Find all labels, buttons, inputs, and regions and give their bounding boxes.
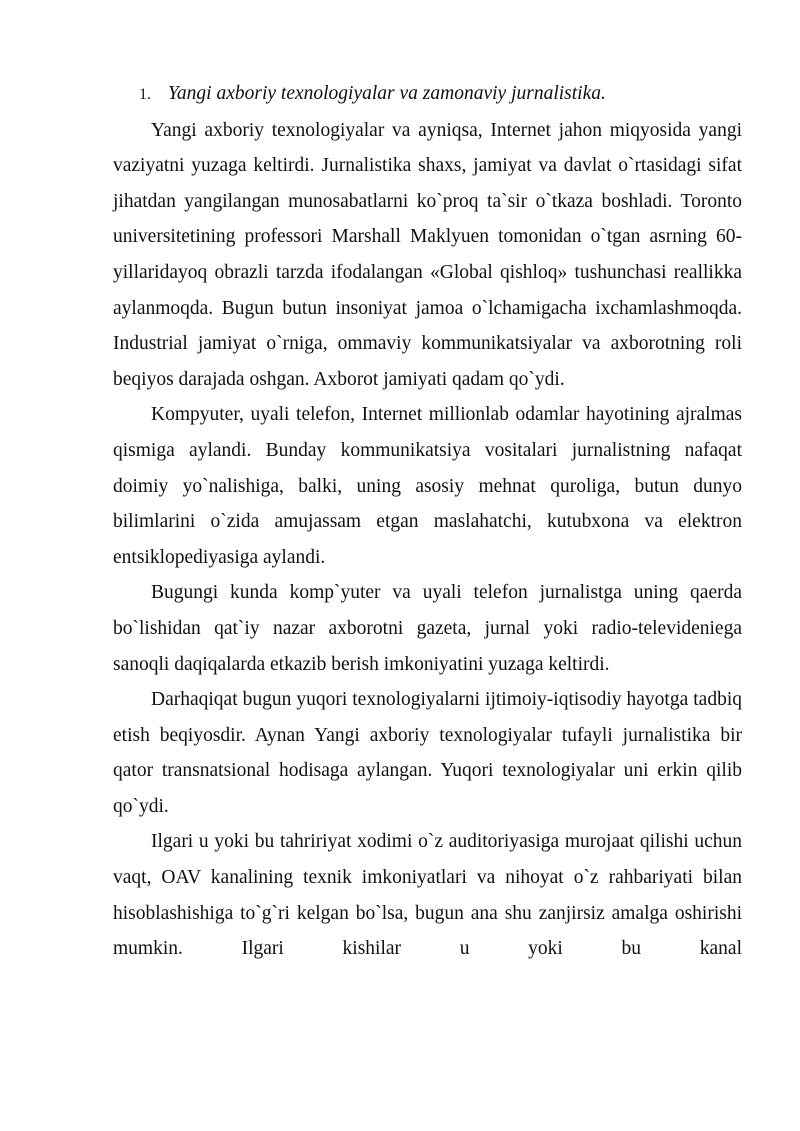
section-number: 1. <box>139 86 151 103</box>
section-title: Yangi axboriy texnologiyalar va zamonaviy jurnalistika. <box>167 83 606 104</box>
paragraph-5: Ilgari u yoki bu tahririyat xodimi o`z auditoriyasiga murojaat qilishi uchun vaqt, OAV kanalining texnik imkoniyatlari va nihoyat o`z rahbariyati bilan hisoblashishiga to`g`ri kelgan bo`lsa, bugun ana shu zanjirsiz amalga oshirishi mumkin. Ilgari kishilar u yoki bu kanal <box>113 831 742 960</box>
paragraph-1: Yangi axboriy texnologiyalar va ayniqsa, Internet jahon miqyosida yangi vaziyatni yuzaga keltirdi. Jurnalistika shaxs, jamiyat va davlat o`rtasidagi sifat jihatdan yangilangan munosabatlarni ko`proq ta`sir o`tkaza boshladi. Toronto universitetining professori Marshall Maklyuen tomonidan o`tgan asrning 60-yillaridayoq obrazli tarzda ifodalangan «Global qishloq» tushunchasi reallikka aylanmoqda. Bugun butun insoniyat jamoa o`lchamigacha ixchamlashmoqda. Industrial jamiyat o`rniga, ommaviy kommunikatsiyalar va axborotning roli beqiyos darajada oshgan. Axborot jamiyati qadam qo`ydi. <box>113 119 742 390</box>
section-heading <box>113 76 742 113</box>
paragraph-2: Kompyuter, uyali telefon, Internet millionlab odamlar hayotining ajralmas qismiga aylandi. Bunday kommunikatsiya vositalari jurnalistning nafaqat doimiy yo`nalishiga, balki, uning asosiy mehnat quroliga, butun dunyo bilimlarini o`zida amujassam etgan maslahatchi, kutubxona va elektron entsiklopediyasiga aylandi. <box>113 404 742 568</box>
paragraph-4: Darhaqiqat bugun yuqori texnologiyalarni ijtimoiy-iqtisodiy hayotga tadbiq etish beqiyosdir. Aynan Yangi axboriy texnologiyalar tufayli jurnalistika bir qator transnatsional hodisaga aylangan. Yuqori texnologiyalar uni erkin qilib qo`ydi. <box>113 689 742 817</box>
document-body <box>113 76 742 967</box>
paragraph-3: Bugungi kunda komp`yuter va uyali telefon jurnalistga uning qaerda bo`lishidan qat`iy nazar axborotni gazeta, jurnal yoki radio-televideniega sanoqli daqiqalarda etkazib berish imkoniyatini yuzaga keltirdi. <box>113 582 742 675</box>
